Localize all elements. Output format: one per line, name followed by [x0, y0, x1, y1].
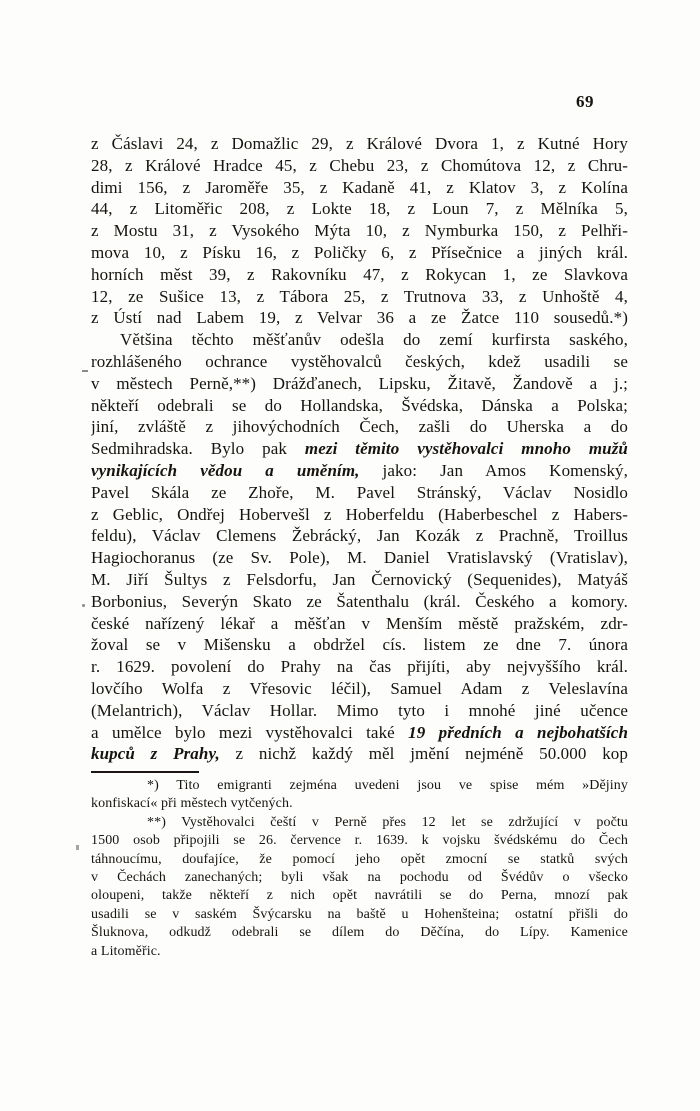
main-text-block — [91, 133, 628, 765]
text-line: 28, z Králové Hradce 45, z Chebu 23, z Chomútova 12, z Chru- — [91, 155, 628, 175]
text-line: z Mostu 31, z Vysokého Mýta 10, z Nymburka 150, z Pelhři- — [91, 221, 628, 241]
footnote-line: v Čechách zanechaných; byli však na pochodu od Švédův o všecko — [91, 869, 628, 885]
text-line: dimi 156, z Jaroměře 35, z Kadaně 41, z Klatov 3, z Kolína — [91, 177, 628, 197]
footnote-line: 1500 osob připojili se 26. července r. 1639. k vojsku švédskému do Čech — [91, 833, 628, 849]
footnote-line: usadili se v saském Švýcarsku na baště u Hohenšteina; ostatní přišli do — [91, 906, 628, 922]
text-line: Pavel Skála ze Zhoře, M. Pavel Stránský, Václav Nosidlo — [91, 482, 628, 502]
text-segment: Sedmihradska. Bylo pak — [91, 439, 305, 459]
footnote-line: a Litoměřic. — [91, 943, 161, 959]
text-line: Hagiochoranus (ze Sv. Pole), M. Daniel Vratislavský (Vratislav), — [91, 548, 628, 568]
text-line: české nařízený lékař a měšťan v Menším městě pražském, zdr- — [91, 613, 628, 633]
text-line: lovčího Wolfa z Vřesovic léčil), Samuel Adam z Veleslavína — [91, 678, 628, 698]
text-line — [91, 438, 628, 460]
text-line: (Melantrich), Václav Hollar. Mimo tyto i mnohé jiné učence — [91, 700, 628, 720]
text-line: z Čáslavi 24, z Domažlic 29, z Králové Dvora 1, z Kutné Hory — [91, 134, 628, 153]
text-line — [91, 722, 628, 744]
text-line — [91, 460, 628, 482]
scan-speck — [76, 845, 79, 850]
text-segment: a umělce bylo mezi vystěhovalci také — [91, 722, 409, 742]
text-line: někteří odebrali se do Hollandska, Švédska, Dánska a Polska; — [91, 395, 628, 415]
text-line: M. Jiří Šultys z Felsdorfu, Jan Černovický (Sequenides), Matyáš — [91, 569, 628, 589]
text-line: z Ústí nad Labem 19, z Velvar 36 a ze Žatce 110 sousedů.*) — [91, 308, 628, 328]
text-line: r. 1629. povolení do Prahy na čas přijíti, aby nejvyššího král. — [91, 657, 628, 677]
italic-phrase: vynikajících vědou a uměním, — [91, 460, 360, 480]
footnote-separator — [91, 771, 199, 773]
text-line: mova 10, z Písku 16, z Poličky 6, z Přísečnice a jiných král. — [91, 242, 628, 262]
page-number: 69 — [576, 92, 594, 111]
text-line: Borbonius, Severýn Skato ze Šatenthalu (král. Českého a komory. — [91, 591, 628, 611]
text-line: rozhlášeného ochrance vystěhovalců českých, kdež usadili se — [91, 351, 628, 371]
text-line: jiní, zvláště z jihovýchodních Čech, zašli do Uherska a do — [91, 417, 628, 437]
footnote-line: Šluknova, odkudž odebrali se dílem do Děčína, do Lípy. Kamenice — [91, 925, 628, 941]
footnote-line: oloupeni, takže někteří z nich opět navrátili se do Perna, mnozí pak — [91, 888, 628, 904]
footnotes-block — [91, 777, 628, 961]
scan-speck — [82, 370, 88, 372]
footnote-line: *) Tito emigranti zejména uvedeni jsou ve spise mém »Dějiny — [147, 778, 628, 793]
text-line: horních měst 39, z Rakovníku 47, z Rokycan 1, ze Slavkova — [91, 264, 628, 284]
text-segment: jako: Jan Amos Komenský, — [359, 460, 628, 480]
scan-speck — [82, 604, 85, 607]
text-line: 12, ze Sušice 13, z Tábora 25, z Trutnova 33, z Unhoště 4, — [91, 286, 628, 306]
text-line: v městech Perně,**) Drážďanech, Lipsku, Žitavě, Žandově a j.; — [91, 373, 628, 393]
text-line: žoval se v Mišensku a obdržel cís. listem ze dne 7. února — [91, 635, 628, 655]
text-line: 44, z Litoměřic 208, z Lokte 18, z Loun 7, z Mělníka 5, — [91, 199, 628, 219]
text-line: Většina těchto měšťanův odešla do zemí kurfirsta saského, — [120, 330, 628, 350]
italic-phrase: 19 předních a nejbohatších — [408, 722, 628, 742]
italic-phrase: kupců z Prahy, — [91, 744, 220, 764]
footnote-line: **) Vystěhovalci čeští v Perně přes 12 let se zdržující v počtu — [147, 814, 628, 830]
text-line: z Geblic, Ondřej Hobervešl z Hoberfeldu (Haberbeschel z Habers- — [91, 504, 628, 524]
italic-phrase: mezi těmito vystěhovalci mnoho mužů — [304, 439, 628, 459]
footnote-line: táhnoucímu, doufajíce, že pomocí jeho opět zmocní se statků svých — [91, 851, 628, 867]
text-line — [91, 743, 628, 765]
text-segment: z nichž každý měl jmění nejméně 50.000 kop — [219, 744, 628, 764]
footnote-line: konfiskací« při městech vytčených. — [91, 796, 293, 812]
text-line: feldu), Václav Clemens Žebrácký, Jan Kozák z Prachně, Troillus — [91, 526, 628, 546]
